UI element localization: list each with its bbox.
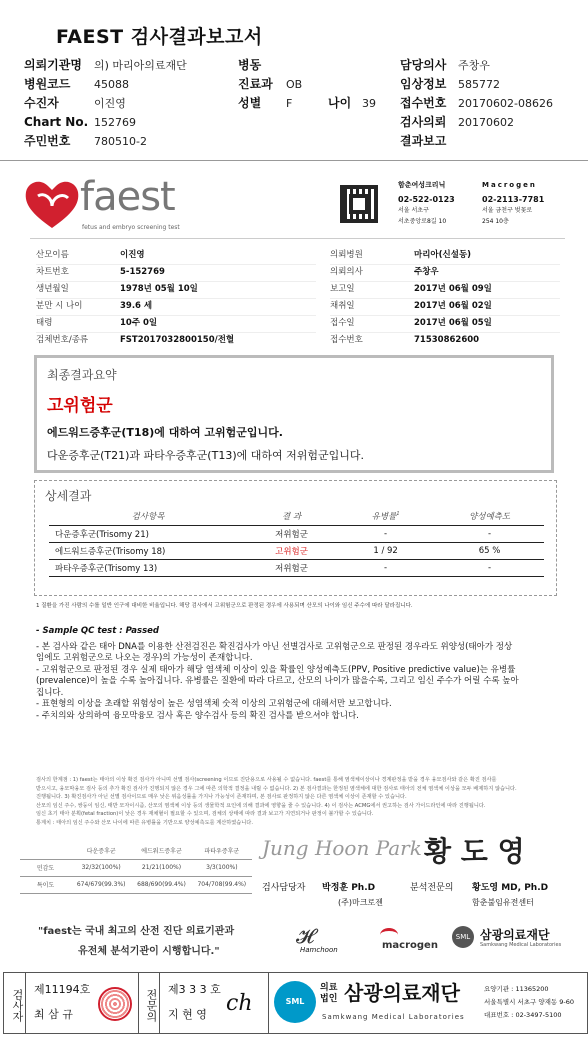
qc-title: - Sample QC test : Passed bbox=[36, 626, 160, 636]
sig2-org: 함춘불임유전센터 bbox=[472, 898, 534, 907]
info-right-row-0: 의뢰병원 마리아(신설동) bbox=[330, 248, 560, 265]
risk-level: 고위험군 bbox=[47, 396, 113, 416]
qc-line: 임에도 고위험군으로 나오는 경우)의 가능성이 존재합니다. bbox=[36, 653, 253, 663]
partner2-name: Macrogen bbox=[482, 181, 537, 189]
sex-value: F bbox=[286, 97, 293, 110]
info-left-row-2: 생년월일 1978년 05월 10일 bbox=[36, 282, 316, 299]
table-row: 에드워드증후군(Trisomy 18) 고위험군 1 / 92 65 % bbox=[49, 542, 544, 559]
org-contact: 요양기관 : 11365200 서울특별시 서초구 양재동 9-60 대표번호 : 02-3497-5100 bbox=[484, 985, 575, 1019]
chart-value: 152769 bbox=[94, 116, 136, 129]
specialist-name: 지 현 영 bbox=[168, 1008, 207, 1021]
report-title: FAEST 검사결과보고서 bbox=[56, 26, 263, 48]
sig2-name: 황도영 MD, Ph.D bbox=[472, 883, 549, 893]
info-right bbox=[330, 248, 560, 350]
partner2-addr1: 서울 금천구 벚꽃로 bbox=[482, 207, 533, 214]
doctor-label: 담당의사 bbox=[400, 58, 447, 72]
partner-macrogen bbox=[482, 180, 572, 227]
header-col-1 bbox=[24, 56, 187, 151]
col-ppv: 양성예측도 bbox=[435, 507, 544, 525]
heart-icon bbox=[22, 176, 82, 232]
partner1-phone: 02-522-0123 bbox=[398, 195, 455, 204]
age-value: 39 bbox=[362, 97, 376, 110]
stats-table bbox=[20, 842, 252, 894]
header-col-3 bbox=[400, 56, 553, 151]
info-left-row-4: 태령 10주 0일 bbox=[36, 316, 316, 333]
partner1-name: 함춘여성크리닉 bbox=[398, 181, 446, 189]
faest-brand-text: faest bbox=[80, 174, 175, 220]
table-row: 민감도 32/32(100%) 21/21(100%) 3/3(100%) bbox=[20, 859, 252, 876]
org-value: 의) 마리아의료재단 bbox=[94, 59, 187, 72]
inspector-name: 최 삼 규 bbox=[34, 1008, 73, 1021]
hamchoon-glyph-icon: 𝓗 bbox=[296, 924, 315, 948]
qc-line: - 표현형의 이상을 초래할 위험성이 높은 성염색체 숫적 이상의 고위험군에 대해서만 보고합니다. bbox=[36, 699, 392, 709]
info-right-row-3: 채취일 2017년 06월 02일 bbox=[330, 299, 560, 316]
faest-logo bbox=[22, 172, 180, 232]
dept-value: OB bbox=[286, 78, 303, 91]
sex-label: 성별 bbox=[238, 96, 262, 110]
signature-1-script: Jung Hoon Park bbox=[262, 836, 422, 860]
chart-label: Chart No. bbox=[24, 115, 89, 129]
age-label: 나이 bbox=[328, 96, 352, 110]
specialist-label: 전문의 bbox=[138, 973, 160, 1033]
signature-1 bbox=[262, 880, 422, 908]
qr-code bbox=[340, 185, 378, 223]
inspector-seal-icon bbox=[98, 987, 132, 1021]
sig2-role: 분석전문의 bbox=[410, 883, 454, 893]
detail-header-row bbox=[49, 507, 544, 525]
qc-line: 집니다. bbox=[36, 687, 64, 698]
info-right-row-5: 접수번호 71530862600 bbox=[330, 335, 480, 345]
receipt-value: 20170602-08626 bbox=[458, 97, 553, 110]
rrn-value: 780510-2 bbox=[94, 135, 147, 148]
partner1-addr1: 서울 서초구 bbox=[398, 207, 429, 214]
header-separator bbox=[0, 160, 588, 161]
reqdate-label: 검사의뢰 bbox=[400, 115, 447, 129]
final-summary-box bbox=[34, 355, 554, 473]
org-english: Samkwang Medical Laboratories bbox=[322, 1013, 465, 1021]
faest-tagline: fetus and embryo screening test bbox=[82, 224, 180, 231]
patient-value: 이진영 bbox=[94, 97, 126, 110]
slogan: "faest는 국내 최고의 산전 진단 의료기관과 유전체 분석기관이 시행합니다." bbox=[38, 926, 235, 957]
clinical-label: 임상정보 bbox=[400, 77, 447, 91]
macrogen-logo: macrogen bbox=[378, 926, 438, 954]
partner2-phone: 02-2113-7781 bbox=[482, 195, 545, 204]
report-label: 결과보고 bbox=[400, 134, 447, 148]
hamchoon-logo: 𝓗 Hamchoon bbox=[296, 924, 338, 954]
summary-heading: 최종결과요약 bbox=[47, 368, 117, 382]
stats-header-row: 다운증후군 에드워드증후군 파타우증후군 bbox=[20, 842, 252, 859]
bottom-divider bbox=[268, 973, 269, 1033]
table-row: 다운증후군(Trisomy 21) 저위험군 - - bbox=[49, 525, 544, 542]
info-right-row-1: 의뢰의사 주창우 bbox=[330, 265, 560, 282]
detail-table bbox=[49, 507, 544, 577]
qc-line: - 본 검사와 같은 태아 DNA를 이용한 산전검진은 확진검사가 아닌 선별검사로 고위험군으로 판정된 경우라도 위양성(태아가 정상 bbox=[36, 641, 513, 652]
detail-footnote: 1 질환을 가진 사람의 수를 일반 인구에 대비한 비율입니다. 해당 검사에서 고위험군으로 판정된 경우에 사용되며 산모의 나이와 임신 주수에 따라 달라집니다. bbox=[36, 603, 413, 609]
sml-circle-icon: SML bbox=[452, 926, 474, 948]
info-left-row-1: 차트번호 5-152769 bbox=[36, 265, 316, 282]
info-right-row-4: 접수일 2017년 06월 05일 bbox=[330, 316, 560, 333]
qc-line: - 주치의와 상의하여 융모막융모 검사 혹은 양수검사 등의 확진 검사를 받으셔야 합니다. bbox=[36, 710, 359, 721]
table-row: 파타우증후군(Trisomy 13) 저위험군 - - bbox=[49, 559, 544, 576]
specialist-no: 제3 3 3 호 bbox=[168, 983, 221, 996]
info-left-row-3: 분만 시 나이 39.6 세 bbox=[36, 299, 316, 316]
disclaimer: 검사의 한계점 : 1) faest는 태아의 이상 확진 검사가 아니며 선별 검사(screening 이므로 진단용으로 사용될 수 없습니다. faest를 통해 염색체이상이나 경계판정을 받을 경우 융모검사와 같은 확진 검사를 받으시고, 융모막융모 검사 등의 추가 확진 검사가 진행되지 않은 경우 그에 따른 의학적 결정을 내릴 수 없습니다. 2) 본 검사결과는 한정된 염색체에 대한 검사로 태아의 전체 염색체 이상을 모두 배제하지 않습니다. 진행됩니다. 3) 확진검사가 아닌 선별 검사이므로 매우 낮은 위음성률을 가지나 가능성이 존재하며, 본 검사로 판정하지 않은 다른 염색체 이상이 존재할 수 있습니다. 산모의 임신 주수, 쌍둥이 임신, 태반 모자이시즘, 산모의 염색체 이상 등의 생물학적 요인에 의해 결과에 영향을 줄 수 있습니다. 4) 이 검사는 ACMG에서 권고하는 검사 가이드라인에 따라 진행됩니다. 임신 초기 태아 분획(fetal fraction)이 낮은 경우 재채혈이 필요할 수 있으며, 검체의 상태에 따라 결과 보고가 지연되거나 판정이 불가할 수 있습니다. 통계치 : 태아의 임신 주수와 산모 나이에 따른 유병률을 기반으로 양성예측도를 계산하였습니다. bbox=[36, 777, 517, 826]
org-name: 삼광의료재단 bbox=[344, 981, 460, 1005]
org-label: 의뢰기관명 bbox=[24, 58, 82, 72]
sig1-org: (주)마크로젠 bbox=[338, 898, 383, 907]
info-right-row-2: 보고일 2017년 06월 09일 bbox=[330, 282, 560, 299]
qc-line: (prevalence)이 높을 수록 높아집니다. 유병률은 질환에 따라 다르고, 산모의 나이가 많을수록, 그리고 임신 주수가 어릴 수록 높아 bbox=[36, 676, 519, 686]
col-prevalence: 유병률$^1$ bbox=[336, 507, 435, 525]
inspector-no: 제11194호 bbox=[34, 983, 91, 996]
hospcode-value: 45088 bbox=[94, 78, 129, 91]
reqdate-value: 20170602 bbox=[458, 116, 514, 129]
specialist-signature-icon: ch bbox=[226, 991, 253, 1016]
qc-line: - 고위험군으로 판정된 경우 실제 태아가 해당 염색체 이상이 있을 확률인 양성예측도(PPV, Positive predictive value)는 유병률 bbox=[36, 664, 516, 675]
partner-hamchoon bbox=[398, 180, 478, 227]
signature-2 bbox=[410, 880, 585, 908]
clinical-value: 585772 bbox=[458, 78, 500, 91]
header-col-2 bbox=[238, 56, 376, 113]
info-left-row-5: 검체번호/종류 FST2017032800150/전혈 bbox=[36, 335, 235, 345]
partner2-addr2: 254 10층 bbox=[482, 218, 509, 225]
col-test: 검사항목 bbox=[49, 507, 247, 525]
rrn-label: 주민번호 bbox=[24, 134, 71, 148]
detail-heading: 상세결과 bbox=[45, 489, 92, 503]
inspector-label: 검사자 bbox=[4, 973, 26, 1033]
info-left bbox=[36, 248, 316, 350]
signature-2-script: 황 도 영 bbox=[424, 835, 525, 868]
doctor-value: 주창우 bbox=[458, 59, 490, 72]
patient-label: 수진자 bbox=[24, 96, 59, 110]
sig1-role: 검사담당자 bbox=[262, 883, 306, 893]
logo-separator bbox=[30, 238, 565, 239]
table-row: 특이도 674/679(99.3%) 688/690(99.4%) 704/708(99.4%) bbox=[20, 876, 252, 893]
sig1-name: 박정훈 Ph.D bbox=[322, 883, 376, 893]
detail-results-box bbox=[34, 480, 557, 596]
summary-line-1: 에드워드증후군(T18)에 대하여 고위험군입니다. bbox=[47, 426, 283, 439]
hospcode-label: 병원코드 bbox=[24, 77, 71, 91]
dept-label: 진료과 bbox=[238, 77, 273, 91]
summary-line-2: 다운증후군(T21)과 파타우증후군(T13)에 대하여 저위험군입니다. bbox=[47, 449, 364, 462]
corp-label: 의료 법인 bbox=[320, 983, 338, 1004]
col-result: 결 과 bbox=[247, 507, 336, 525]
qc-section bbox=[36, 626, 554, 722]
samkwang-small-logo: SML 삼광의료재단 Samkwang Medical Laboratories bbox=[452, 924, 582, 954]
sml-logo-icon: SML bbox=[274, 981, 316, 1023]
receipt-label: 접수번호 bbox=[400, 96, 447, 110]
ward-label: 병동 bbox=[238, 58, 262, 72]
bottom-bar bbox=[3, 972, 588, 1034]
partner1-addr2: 서초중앙로8길 10 bbox=[398, 218, 447, 225]
info-left-row-0: 산모이름 이진영 bbox=[36, 248, 316, 265]
